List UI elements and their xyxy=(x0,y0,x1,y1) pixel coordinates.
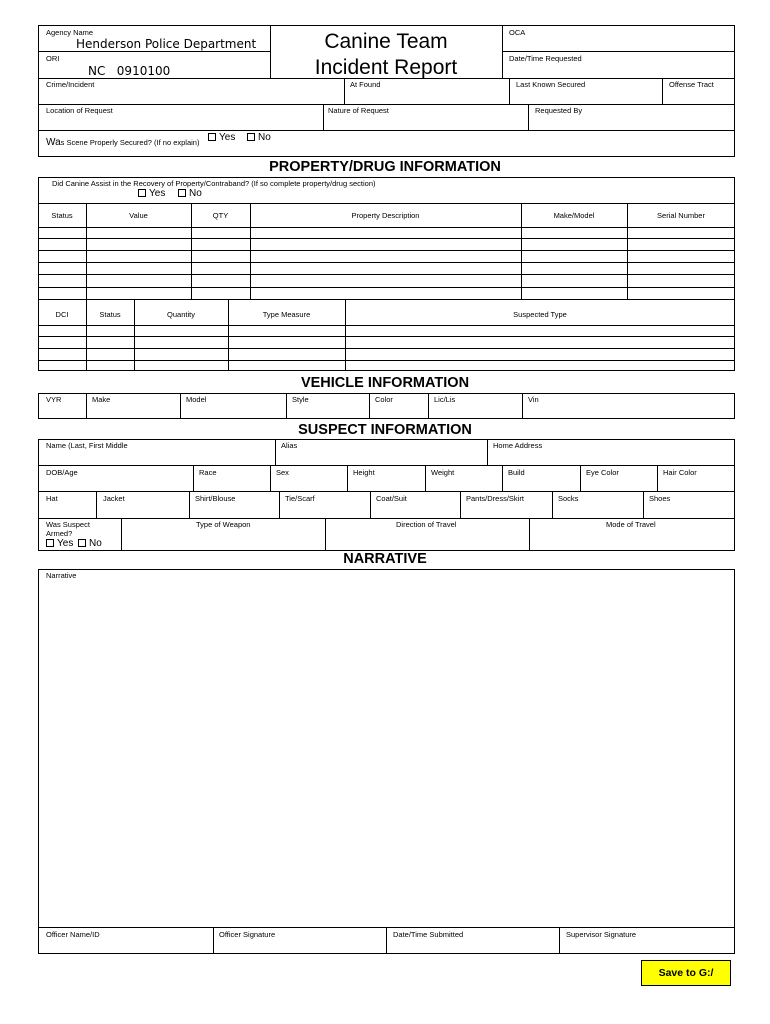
suspect-section-title: SUSPECT INFORMATION xyxy=(298,422,472,438)
checkbox-icon[interactable] xyxy=(208,133,216,141)
divider xyxy=(38,262,735,263)
divider xyxy=(38,360,735,361)
narrative-section-title: NARRATIVE xyxy=(343,551,427,567)
scene-secured-yes[interactable] xyxy=(208,132,235,143)
divider xyxy=(38,238,735,239)
divider xyxy=(38,51,270,52)
col-make-model: Make/Model xyxy=(553,211,595,220)
vin-label: Vin xyxy=(528,395,539,404)
divider xyxy=(193,465,194,491)
vyr-label: VYR xyxy=(46,395,62,404)
divider xyxy=(323,104,324,130)
armed-no[interactable] xyxy=(78,538,102,549)
hat-label: Hat xyxy=(46,494,58,503)
no-label: No xyxy=(89,538,102,549)
divider xyxy=(38,227,735,228)
requested-by-label: Requested By xyxy=(535,106,583,115)
col-qty: QTY xyxy=(212,211,229,220)
sex-label: Sex xyxy=(276,468,289,477)
save-button[interactable]: Save to G:/ xyxy=(641,960,731,986)
direction-label: Direction of Travel xyxy=(396,520,457,529)
form-title-line1: Canine Team xyxy=(324,30,448,53)
divider xyxy=(86,393,87,419)
divider xyxy=(643,491,644,518)
race-label: Race xyxy=(199,468,217,477)
scene-secured-label: s Scene Properly Secured? (If no explain) xyxy=(60,138,200,147)
divider xyxy=(279,491,280,518)
agency-name-label: Agency Name xyxy=(46,28,94,37)
suspect-name-label: Name (Last, First Middle xyxy=(46,441,128,450)
pants-dress-skirt-label: Pants/Dress/Skirt xyxy=(466,494,524,503)
supervisor-signature-label: Supervisor Signature xyxy=(566,930,637,939)
divider xyxy=(38,203,735,204)
datetime-requested-label: Date/Time Requested xyxy=(509,54,582,63)
color-label: Color xyxy=(375,395,393,404)
divider xyxy=(370,491,371,518)
col-serial-number: Serial Number xyxy=(657,211,705,220)
coat-suit-label: Coat/Suit xyxy=(376,494,407,503)
divider xyxy=(425,465,426,491)
no-label: No xyxy=(189,188,202,199)
divider xyxy=(662,78,663,104)
crime-incident-label: Crime/Incident xyxy=(46,80,95,89)
last-known-secured-label: Last Known Secured xyxy=(516,80,586,89)
checkbox-icon[interactable] xyxy=(78,539,86,547)
alias-label: Alias xyxy=(281,441,298,450)
divider xyxy=(528,104,529,130)
officer-signature-label: Officer Signature xyxy=(219,930,276,939)
divider xyxy=(529,518,530,551)
divider xyxy=(38,299,735,300)
col-drug-status: Status xyxy=(99,310,121,319)
col-quantity: Quantity xyxy=(167,310,195,319)
divider xyxy=(522,393,523,419)
form-title-line2: Incident Report xyxy=(314,56,458,79)
divider xyxy=(347,465,348,491)
divider xyxy=(180,393,181,419)
divider xyxy=(38,491,735,492)
divider xyxy=(38,518,735,519)
col-property-description: Property Description xyxy=(351,211,420,220)
divider xyxy=(344,78,345,104)
divider xyxy=(38,287,735,288)
yes-label: Yes xyxy=(57,538,74,549)
divider xyxy=(96,491,97,518)
narrative-field[interactable] xyxy=(39,582,734,927)
vehicle-section-title: VEHICLE INFORMATION xyxy=(300,375,470,391)
weight-label: Weight xyxy=(431,468,455,477)
style-label: Style xyxy=(292,395,309,404)
scene-secured-no[interactable] xyxy=(247,132,271,143)
agency-name-field[interactable]: Henderson Police Department xyxy=(76,37,257,51)
at-found-label: At Found xyxy=(350,80,381,89)
divider xyxy=(270,25,271,78)
eye-color-label: Eye Color xyxy=(586,468,619,477)
divider xyxy=(386,927,387,954)
socks-label: Socks xyxy=(558,494,579,503)
ori-label: ORI xyxy=(46,54,60,63)
divider xyxy=(552,491,553,518)
weapon-label: Type of Weapon xyxy=(196,520,251,529)
divider xyxy=(38,250,735,251)
divider xyxy=(121,518,122,551)
divider xyxy=(460,491,461,518)
yes-label: Yes xyxy=(219,132,236,143)
property-section-title: PROPERTY/DRUG INFORMATION xyxy=(269,159,501,175)
mode-label: Mode of Travel xyxy=(606,520,656,529)
lic-label: Lic/Lis xyxy=(434,395,456,404)
divider xyxy=(487,439,488,465)
datetime-submitted-label: Date/Time Submitted xyxy=(393,930,464,939)
make-label: Make xyxy=(92,395,111,404)
checkbox-icon[interactable] xyxy=(138,189,146,197)
narrative-label: Narrative xyxy=(46,571,77,580)
location-of-request-label: Location of Request xyxy=(46,106,113,115)
scene-secured-prefix: Wa xyxy=(46,137,61,148)
officer-name-label: Officer Name/ID xyxy=(46,930,100,939)
divider xyxy=(189,491,190,518)
divider xyxy=(657,465,658,491)
property-yes[interactable] xyxy=(138,188,165,199)
hair-color-label: Hair Color xyxy=(663,468,697,477)
divider xyxy=(509,78,510,104)
property-question: Did Canine Assist in the Recovery of Property/Contraband? (If so complete property/drug section) xyxy=(52,179,376,188)
scene-secured-question xyxy=(46,132,199,150)
col-type-measure: Type Measure xyxy=(262,310,311,319)
divider xyxy=(369,393,370,419)
divider xyxy=(213,927,214,954)
divider xyxy=(325,518,326,551)
oca-label: OCA xyxy=(509,28,526,37)
armed-label-2: Armed? xyxy=(46,529,73,538)
divider xyxy=(270,465,271,491)
divider xyxy=(502,465,503,491)
dob-age-label: DOB/Age xyxy=(46,468,78,477)
divider xyxy=(580,465,581,491)
divider xyxy=(38,348,735,349)
shirt-blouse-label: Shirt/Blouse xyxy=(195,494,236,503)
divider xyxy=(275,439,276,465)
checkbox-icon[interactable] xyxy=(46,539,54,547)
armed-yes[interactable] xyxy=(46,538,73,549)
checkbox-icon[interactable] xyxy=(247,133,255,141)
col-suspected-type: Suspected Type xyxy=(513,310,567,319)
divider xyxy=(38,130,735,131)
divider xyxy=(38,274,735,275)
divider xyxy=(559,927,560,954)
divider xyxy=(38,325,735,326)
nature-of-request-label: Nature of Request xyxy=(328,106,389,115)
divider xyxy=(38,104,735,105)
model-label: Model xyxy=(186,395,207,404)
col-status: Status xyxy=(51,211,73,220)
divider xyxy=(38,465,735,466)
tie-scarf-label: Tie/Scarf xyxy=(285,494,315,503)
height-label: Height xyxy=(353,468,375,477)
ori-field[interactable]: NC 0910100 xyxy=(88,64,171,78)
home-address-label: Home Address xyxy=(493,441,543,450)
checkbox-icon[interactable] xyxy=(178,189,186,197)
jacket-label: Jacket xyxy=(103,494,125,503)
col-dci: DCI xyxy=(55,310,69,319)
col-value: Value xyxy=(129,211,148,220)
offense-tract-label: Offense Tract xyxy=(669,80,714,89)
build-label: Build xyxy=(508,468,525,477)
yes-label: Yes xyxy=(149,188,166,199)
armed-label-1: Was Suspect xyxy=(46,520,90,529)
divider xyxy=(502,51,735,52)
no-label: No xyxy=(258,132,271,143)
shoes-label: Shoes xyxy=(649,494,671,503)
divider xyxy=(286,393,287,419)
divider xyxy=(38,336,735,337)
property-no[interactable] xyxy=(178,188,202,199)
divider xyxy=(428,393,429,419)
